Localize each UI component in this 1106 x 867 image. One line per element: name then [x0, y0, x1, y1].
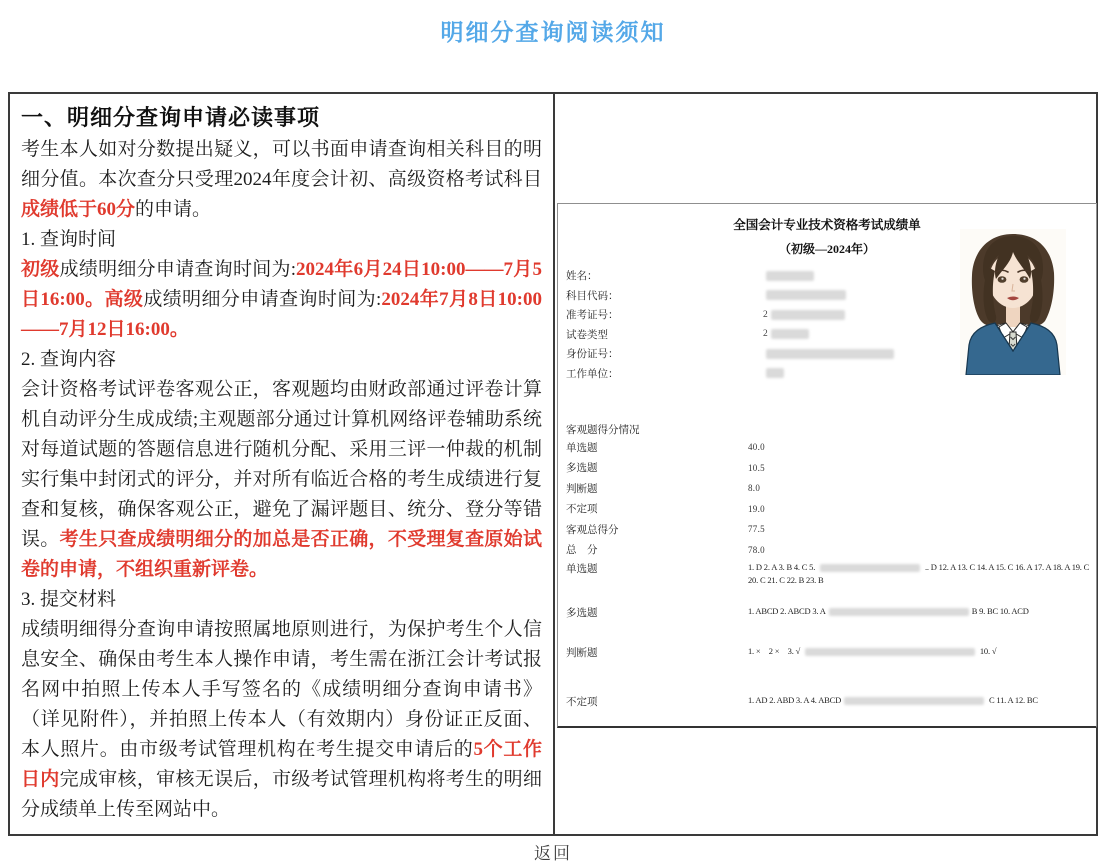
answer-row-true-false — [558, 645, 1096, 660]
score-label: 多选题 — [566, 463, 598, 475]
field-label: 工作单位： — [566, 368, 619, 380]
field-value-redacted — [763, 349, 897, 359]
section-heading: 一、明细分查询申请必读事项 — [21, 105, 321, 130]
answer-row-indeterminate — [558, 694, 1096, 709]
query-content-title: 2. 查询内容 — [21, 349, 117, 370]
instructions-pane — [10, 94, 555, 834]
score-value: 77.5 — [748, 524, 765, 535]
score-value: 78.0 — [748, 544, 765, 555]
answer-row-single-choice — [558, 561, 1096, 587]
score-value: 19.0 — [748, 503, 765, 514]
intro-paragraph: 考生本人如对分数提出疑义，可以书面申请查询相关科目的明细分值。本次查分只受理2024年度会计初、高级资格考试科目成绩低于60分的申请。 — [21, 139, 542, 220]
back-link[interactable]: 返回 — [534, 844, 572, 863]
score-row-single-choice — [558, 437, 1096, 458]
answer-label: 不定项 — [566, 697, 598, 708]
score-row-objective-total — [558, 519, 1096, 540]
score-row-indeterminate — [558, 499, 1096, 520]
score-label: 客观总得分 — [566, 524, 619, 536]
answer-row-multi-choice — [558, 605, 1096, 620]
score-label: 不定项 — [566, 504, 598, 516]
submit-materials-paragraph: 成绩明细得分查询申请按照属地原则进行，为保护考生个人信息安全、确保由考生本人操作申请，考生需在浙江会计考试报名网中拍照上传本人手写签名的《成绩明细分查询申请书》（详见附件），并拍照上传本人（有效期内）身份证正反面、本人照片。由市级考试管理机构在考生提交申请后的5个工作日内完成审核，审核无误后，市级考试管理机构将考生的明细分成绩单上传至网站中。 — [21, 619, 542, 820]
objective-score-header: 客观题得分情况 — [566, 425, 640, 436]
score-value: 10.5 — [748, 462, 765, 473]
submit-materials-title: 3. 提交材料 — [21, 589, 117, 610]
score-value: 8.0 — [748, 483, 761, 494]
candidate-photo — [960, 229, 1066, 375]
answer-content: 1. × 2 × 3. √ 10. √ — [748, 646, 997, 656]
field-label: 科目代码： — [566, 290, 619, 302]
answer-listing — [558, 561, 1096, 709]
field-value-redacted — [763, 271, 817, 281]
report-title: 全国会计专业技术资格考试成绩单 — [733, 218, 921, 232]
answer-content: 1. ABCD 2. ABCD 3. A B 9. BC 10. ACD — [748, 606, 1029, 616]
query-content-paragraph: 会计资格考试评卷客观公正，客观题均由财政部通过评卷计算机自动评分生成成绩;主观题部分通过计算机网络评卷辅助系统对每道试题的答题信息进行随机分配、采用三评一仲裁的机制实行集中封闭式的评分，并对所有临近合格的考生成绩进行复查和复核，确保客观公正，避免了漏评题目、统分、登分等错误。考生只查成绩明细分的加总是否正确，不受理复查原始试卷的申请，不组织重新评卷。 — [21, 379, 542, 580]
field-label: 身份证号： — [566, 349, 619, 361]
score-value: 40.0 — [748, 442, 765, 453]
score-row-multi-choice — [558, 458, 1096, 479]
query-time-paragraph: 初级成绩明细分申请查询时间为:2024年6月24日10:00——7月5日16:00。高级成绩明细分申请查询时间为:2024年7月8日10:00——7月12日16:00。 — [21, 259, 542, 340]
field-value-redacted — [763, 290, 849, 300]
score-label: 总 分 — [566, 545, 598, 557]
answer-content: 1. AD 2. ABD 3. A 4. ABCD C 11. A 12. BC — [748, 695, 1038, 705]
page-title: 明细分查询阅读须知 — [440, 20, 666, 45]
score-row-grand-total — [558, 540, 1096, 561]
answer-label: 判断题 — [566, 648, 598, 659]
score-row-true-false — [558, 478, 1096, 499]
report-subtitle: （初级—2024年） — [778, 242, 875, 256]
field-label: 姓名： — [566, 271, 598, 283]
answer-content: 1. D 2. A 3. B 4. C 5. .. D 12. A 13. C 14. A 15. C 16. A 17. A 18. A 19. C 20. C 21. C 22. B 23. B — [748, 562, 1090, 585]
answer-label: 单选题 — [566, 564, 598, 575]
field-label: 试卷类型 — [566, 329, 608, 341]
field-value-redacted: 2 — [763, 329, 812, 339]
report-pane — [555, 94, 1096, 834]
score-label: 判断题 — [566, 483, 598, 495]
avatar-illustration — [960, 229, 1066, 375]
score-report — [557, 203, 1097, 728]
answer-label: 多选题 — [566, 608, 598, 619]
field-value-redacted: 2 — [763, 310, 848, 320]
field-label: 准考证号： — [566, 310, 619, 322]
field-value-redacted — [763, 368, 787, 378]
score-label: 单选题 — [566, 442, 598, 454]
score-table — [558, 437, 1096, 560]
content-panel — [8, 92, 1098, 836]
query-time-title: 1. 查询时间 — [21, 229, 117, 250]
